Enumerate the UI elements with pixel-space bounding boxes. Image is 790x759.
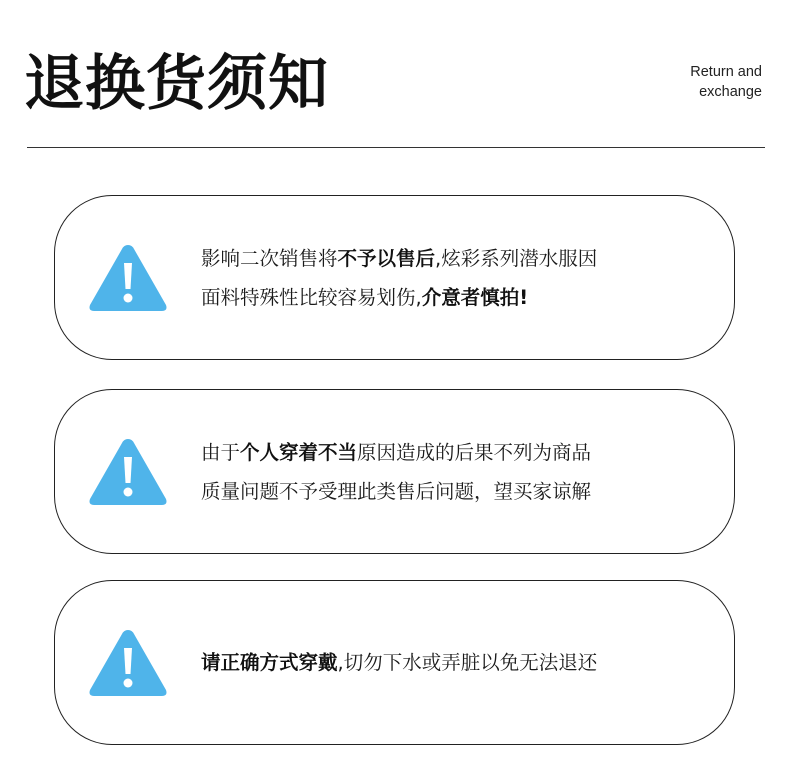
notice-line-1 [201, 643, 714, 682]
notice-text-regular: ,切勿下水或弄脏以免无法退还 [337, 651, 598, 674]
notice-text-bold: 请正确方式穿戴 [201, 651, 338, 674]
notice-text [201, 390, 714, 553]
notice-card-correct-wear [54, 580, 735, 745]
subtitle-line-1: Return and [690, 64, 762, 80]
notice-text [201, 581, 714, 744]
notice-line-1 [201, 433, 714, 472]
notice-text-bold: 不予以售后 [337, 246, 436, 270]
notice-card-resale [54, 195, 735, 360]
header-divider [27, 147, 765, 148]
notice-text-bold: 个人穿着不当 [240, 440, 358, 464]
notice-text-regular: 质量问题不予受理此类售后问题，望买家谅解 [201, 479, 592, 503]
notice-text-regular: 面料特殊性比较容易划伤, [201, 285, 422, 309]
notice-text [201, 196, 714, 359]
warning-triangle-icon [87, 241, 169, 315]
notice-text-regular: 由于 [201, 440, 241, 464]
notice-line-2 [201, 278, 714, 317]
page-subtitle [690, 62, 762, 102]
warning-triangle-icon [87, 626, 169, 700]
notice-card-improper-wear [54, 389, 735, 554]
warning-triangle-icon [87, 435, 169, 509]
page-title: 退换货须知 [24, 49, 329, 119]
notice-line-1 [201, 239, 714, 278]
notice-text-regular: ,炫彩系列潜水服因 [435, 246, 598, 270]
notice-text-bold: 介意者慎拍! [421, 285, 529, 309]
notice-line-2 [201, 472, 714, 511]
subtitle-line-2: exchange [699, 84, 762, 100]
notice-text-regular: 影响二次销售将 [201, 246, 338, 270]
notice-text-regular: 原因造成的后果不列为商品 [357, 440, 592, 464]
